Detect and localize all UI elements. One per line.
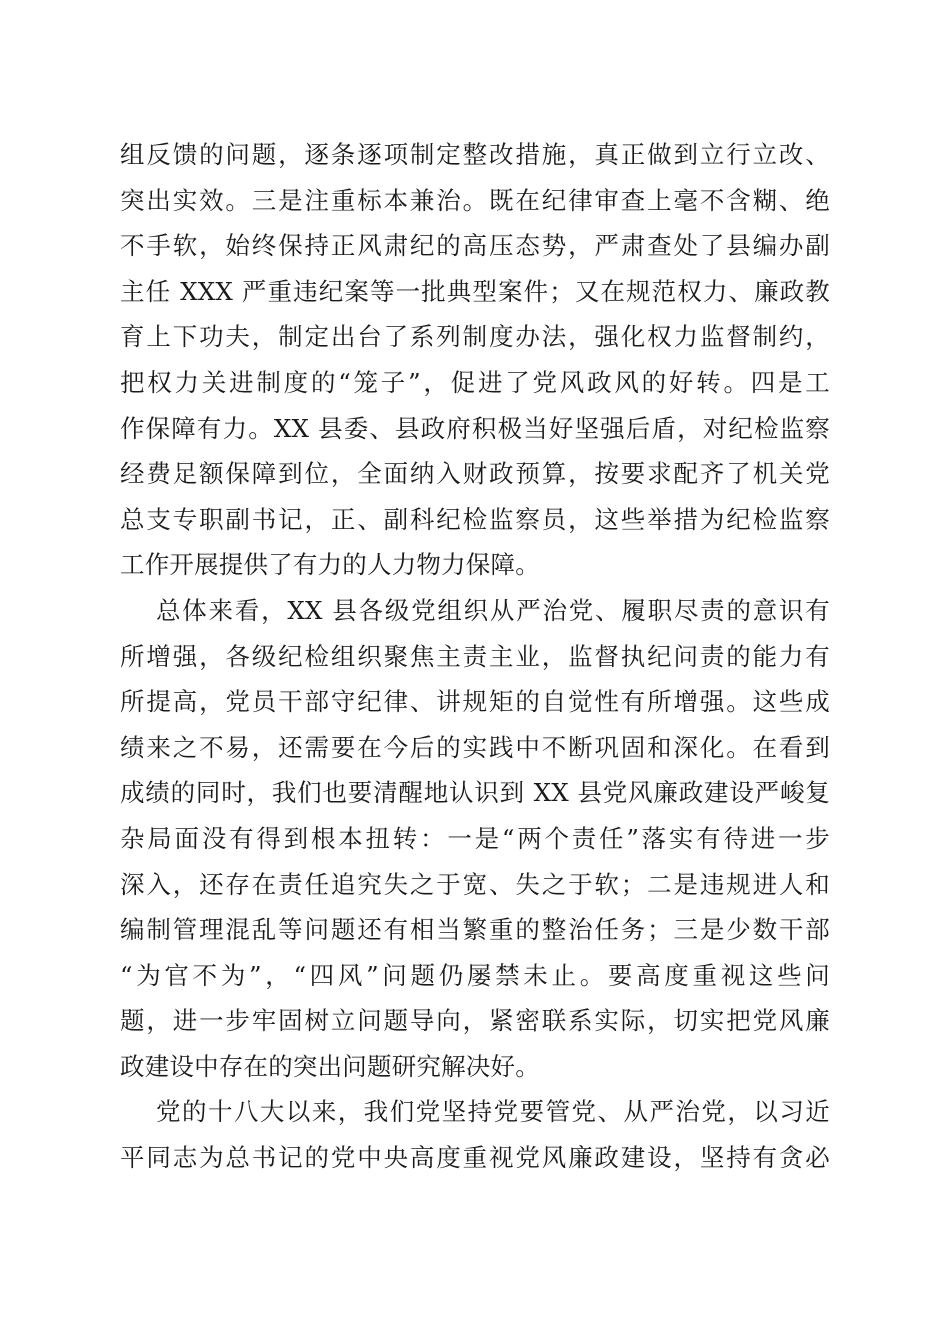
text-line: 总支专职副书记，正、副科纪检监察员，这些举措为纪检监察 bbox=[120, 504, 830, 534]
body-text bbox=[120, 132, 830, 1181]
text-line: 育上下功夫，制定出台了系列制度办法，强化权力监督制约， bbox=[120, 322, 830, 352]
text-line: 杂局面没有得到根本扭转：一是“两个责任”落实有待进一步 bbox=[120, 823, 830, 853]
text-line: 不手软，始终保持正风肃纪的高压态势，严肃查处了县编办副 bbox=[120, 231, 830, 261]
text-line: 经费足额保障到位，全面纳入财政预算，按要求配齐了机关党 bbox=[120, 459, 830, 489]
text-line: 工作开展提供了有力的人力物力保障。 bbox=[120, 550, 540, 580]
text-line: 总体来看，XX 县各级党组织从严治党、履职尽责的意识有 bbox=[156, 595, 830, 625]
text-line: 党的十八大以来，我们党坚持党要管党、从严治党，以习近 bbox=[156, 1097, 830, 1127]
text-line: 绩来之不易，还需要在今后的实践中不断巩固和深化。在看到 bbox=[120, 732, 830, 762]
text-line: 成绩的同时，我们也要清醒地认识到 XX 县党风廉政建设严峻复 bbox=[120, 778, 830, 808]
text-line: 把权力关进制度的“笼子”，促进了党风政风的好转。四是工 bbox=[120, 367, 830, 397]
text-line: 主任 XXX 严重违纪案等一批典型案件；又在规范权力、廉政教 bbox=[120, 276, 830, 306]
text-line: 深入，还存在责任追究失之于宽、失之于软；二是违规进人和 bbox=[120, 869, 830, 899]
paragraph-1 bbox=[120, 132, 830, 588]
text-line: 突出实效。三是注重标本兼治。既在纪律审查上毫不含糊、绝 bbox=[120, 185, 830, 215]
text-line: 作保障有力。XX 县委、县政府积极当好坚强后盾，对纪检监察 bbox=[120, 413, 830, 443]
text-line: 组反馈的问题，逐条逐项制定整改措施，真正做到立行立改、 bbox=[120, 140, 830, 169]
text-line: 所增强，各级纪检组织聚焦主责主业，监督执纪问责的能力有 bbox=[120, 641, 830, 671]
text-line: 平同志为总书记的党中央高度重视党风廉政建设，坚持有贪必 bbox=[120, 1143, 830, 1173]
text-line: 编制管理混乱等问题还有相当繁重的整治任务；三是少数干部 bbox=[120, 915, 830, 945]
paragraph-3 bbox=[120, 1089, 830, 1180]
text-line: 题，进一步牢固树立问题导向，紧密联系实际，切实把党风廉 bbox=[120, 1006, 830, 1036]
text-line: “为官不为”，“四风”问题仍屡禁未止。要高度重视这些问 bbox=[120, 960, 830, 990]
paragraph-2 bbox=[120, 588, 830, 1090]
text-line: 所提高，党员干部守纪律、讲规矩的自觉性有所增强。这些成 bbox=[120, 687, 830, 717]
text-line: 政建设中存在的突出问题研究解决好。 bbox=[120, 1051, 540, 1081]
